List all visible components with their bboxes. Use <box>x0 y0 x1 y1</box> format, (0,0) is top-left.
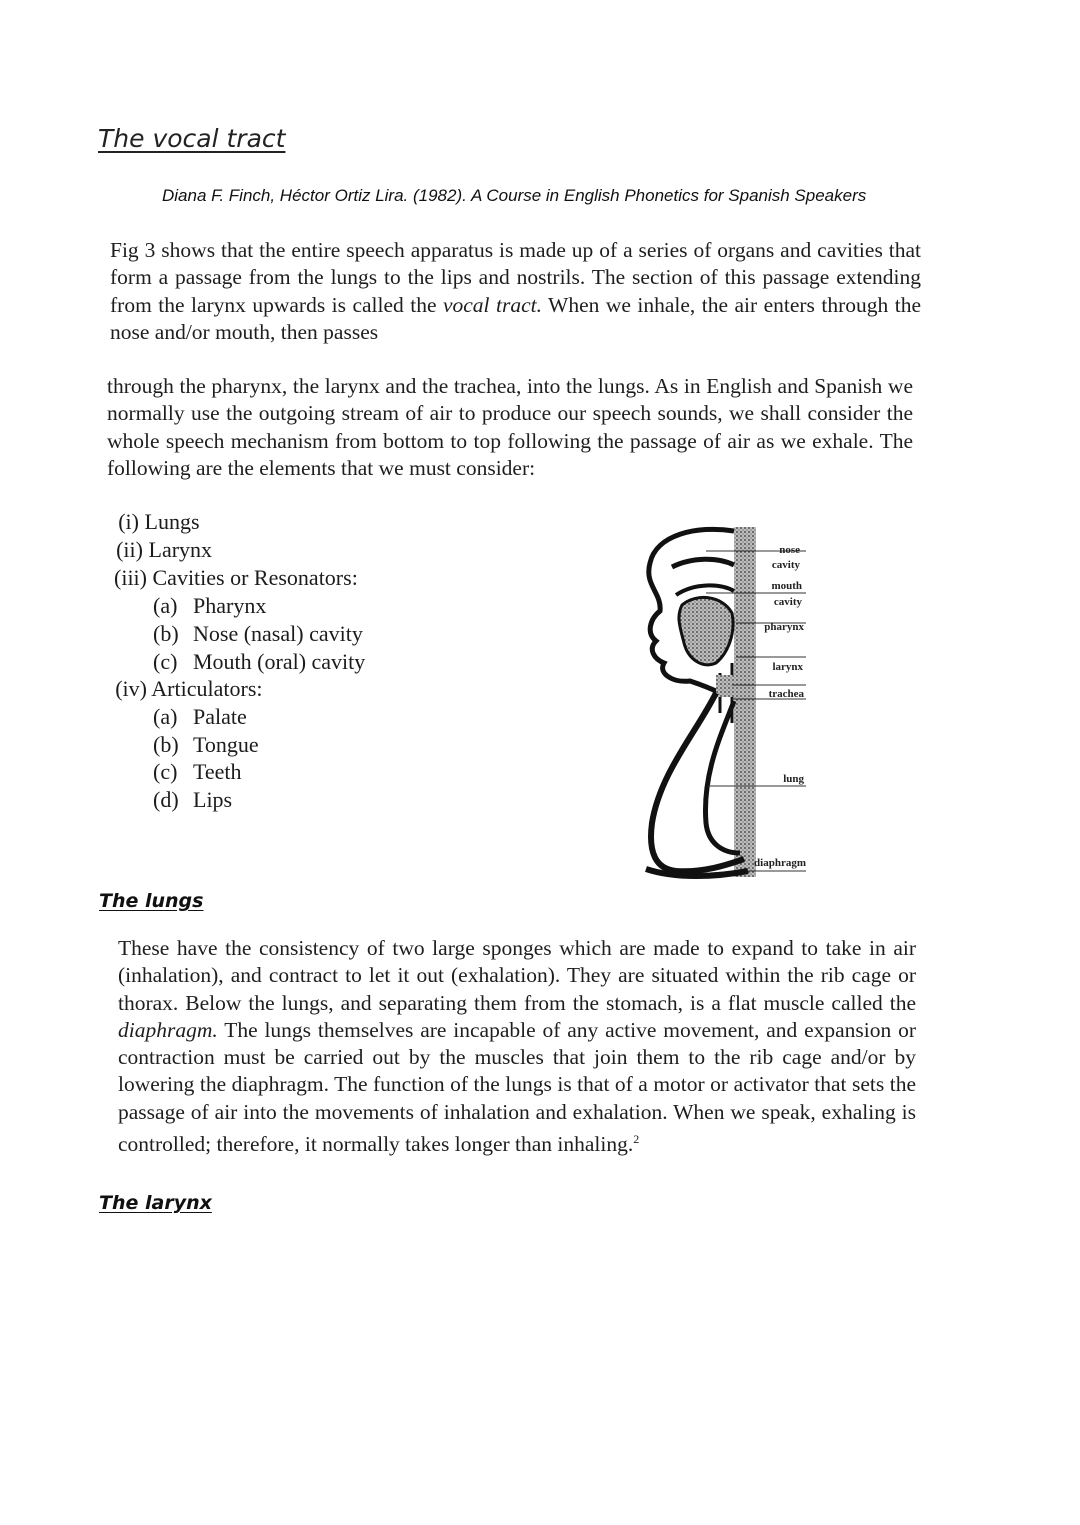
list-item: (d) Lips <box>153 787 233 812</box>
term-vocal-tract: vocal tract. <box>442 292 542 317</box>
list-item: (c) Mouth (oral) cavity <box>153 649 366 674</box>
paragraph-intro-text: Fig 3 shows that the entire speech apparatus is made up of a series of organs and cavities that form a passage from the lungs to the lips and nostrils. The section of this passage extending from the larynx upwards is called the <box>110 238 921 317</box>
term-diaphragm: diaphragm. <box>118 1017 218 1042</box>
paragraph-intro <box>110 237 921 346</box>
label-mouth: mouth <box>771 580 802 592</box>
list-item: (a) Palate <box>153 704 247 729</box>
list-item: (iii) Cavities or Resonators: <box>114 565 358 590</box>
list-item: (iv) Articulators: <box>115 676 263 701</box>
label-mouth-cavity: cavity <box>773 596 802 608</box>
citation: Diana F. Finch, Héctor Ortiz Lira. (1982). A Course in English Phonetics for Spanish Speakers <box>162 186 867 205</box>
section-heading-larynx: The larynx <box>99 1192 212 1214</box>
list-item: (b) Tongue <box>153 732 259 757</box>
lung-outline <box>651 693 744 871</box>
list-item: (i) Lungs <box>118 509 200 534</box>
label-trachea: trachea <box>768 688 804 700</box>
list-item: (ii) Larynx <box>116 537 213 562</box>
paragraph-air-passage: through the pharynx, the larynx and the trachea, into the lungs. As in English and Spanish we normally use the outgoing stream of air to produce our speech sounds, we shall consider the whole speech mechanism from bottom to top following the passage of air as we exhale. The following are the elements that we must consider: <box>107 374 913 480</box>
label-lung: lung <box>783 773 804 785</box>
section-heading-lungs: The lungs <box>99 890 204 912</box>
label-nose-cavity: cavity <box>771 559 800 571</box>
label-pharynx: pharynx <box>764 621 804 633</box>
tongue-shape <box>679 597 733 664</box>
list-item: (a) Pharynx <box>153 593 267 618</box>
footnote-marker[interactable]: 2 <box>633 1132 640 1147</box>
vocal-tract-diagram <box>636 523 811 881</box>
list-item: (c) Teeth <box>153 759 242 784</box>
paragraph-lungs: These have the consistency of two large sponges which are made to expand to take in air (inhalation), and contract to let it out (exhalation). They are situated within the rib cage or thorax. Below the lungs, and separating them from the stomach, is a flat muscle called the diaphragm. The lungs themselves are incapable of any active movement, and expansion or contraction must be carried out by the muscles that join them to the rib cage and/or by lowering the diaphragm. The function of the lungs is that of a motor or activator that sets the passage of air into the movements of inhalation and exhalation. When we speak, exhaling is controlled; therefore, it normally takes longer than inhaling.$^2$ <box>118 936 916 1157</box>
label-nose: nose <box>779 544 800 556</box>
list-item: (b) Nose (nasal) cavity <box>153 621 363 646</box>
paragraph-intro-text-end: When we inhale, the air enters through the nose and/or mouth, then passes <box>110 292 921 344</box>
label-larynx: larynx <box>772 661 803 673</box>
label-diaphragm: diaphragm <box>754 857 806 869</box>
page-title: The vocal tract <box>98 124 286 153</box>
spine-shape <box>734 527 756 877</box>
